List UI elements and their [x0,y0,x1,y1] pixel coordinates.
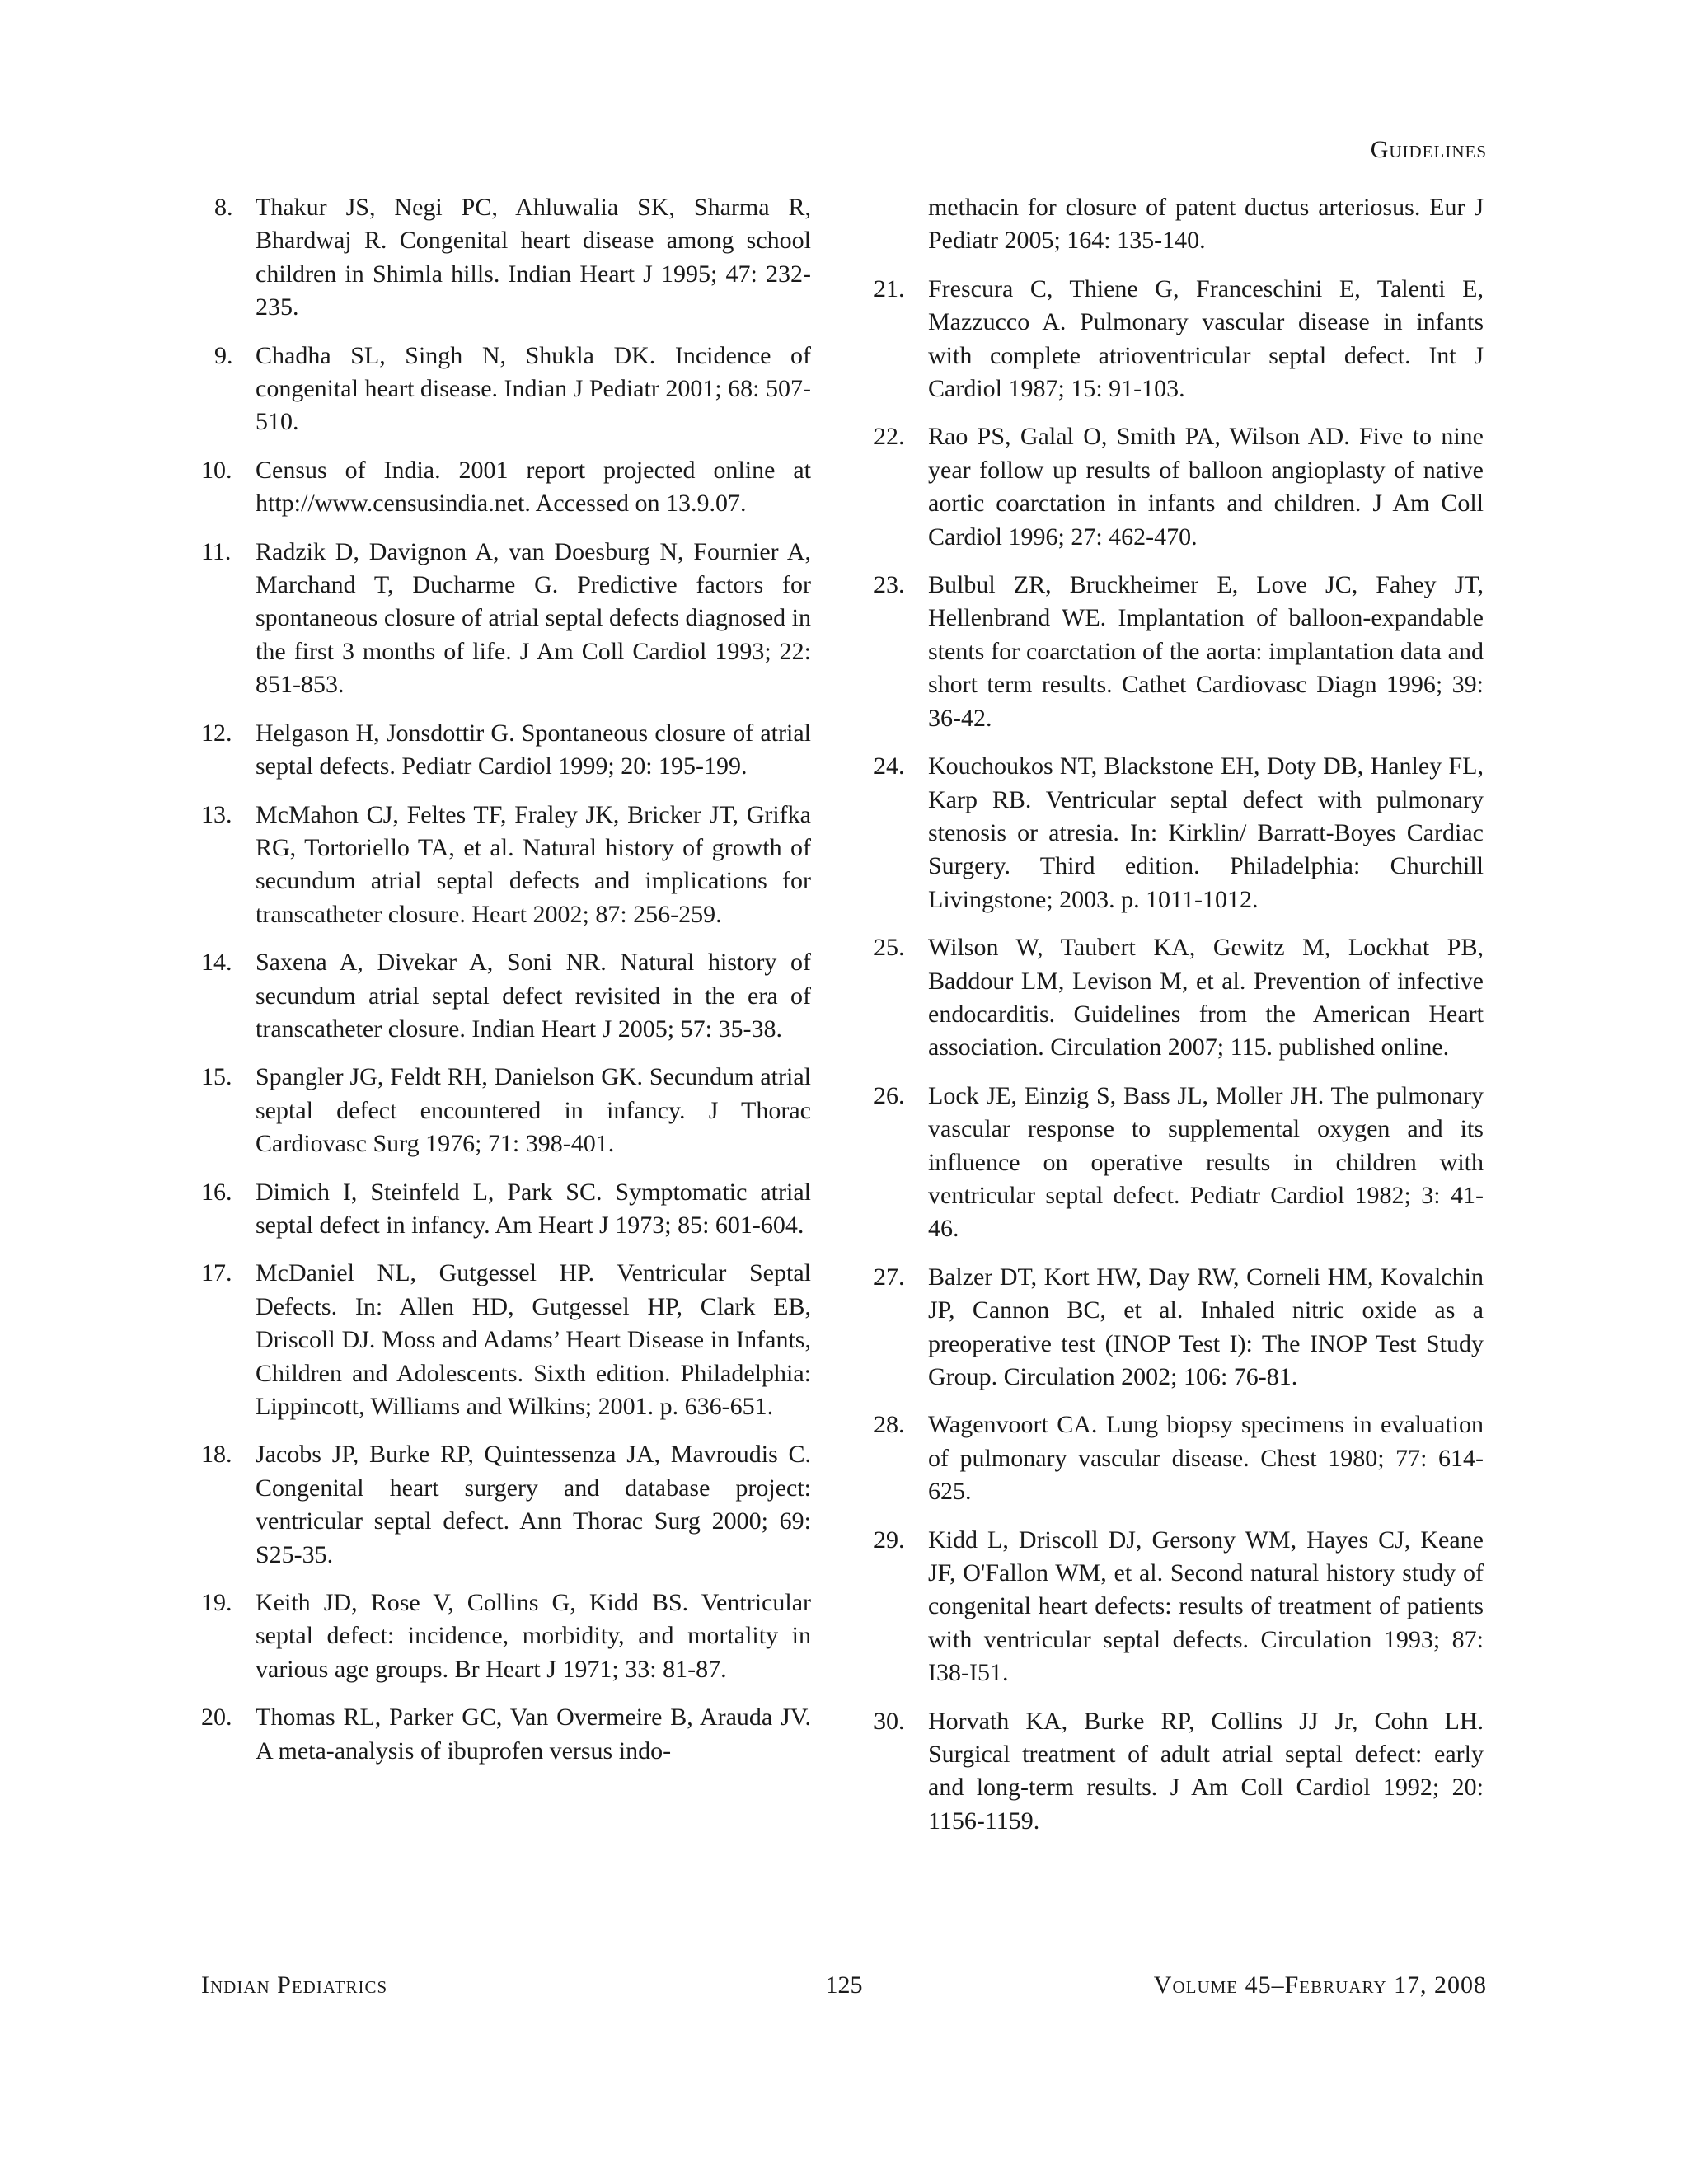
reference-number: 23. [874,571,905,599]
reference-item [201,340,811,439]
reference-item [201,1701,811,1768]
reference-item [874,569,1484,735]
reference-text: Jacobs JP, Burke RP, Quintessenza JA, Mavroudis C. Congenital heart surgery and database project: ventricular septal defect. Ann Thorac Surg 2000; 69: S25-35. [256,1441,811,1568]
reference-item [874,420,1484,554]
reference-item [874,750,1484,916]
reference-item [201,946,811,1046]
reference-item [874,1524,1484,1690]
page-number: 125 [825,1971,863,1999]
reference-number: 25. [874,934,905,962]
reference-text: Horvath KA, Burke RP, Collins JJ Jr, Cohn LH. Surgical treatment of adult atrial septal defect: early and long-term results. J Am Coll Cardiol 1992; 20: 1156-1159. [928,1707,1484,1835]
reference-item [874,1705,1484,1839]
reference-item [201,1438,811,1572]
running-header: Guidelines [1370,136,1487,163]
reference-item [874,1080,1484,1246]
reference-text: Chadha SL, Singh N, Shukla DK. Incidence of congenital heart disease. Indian J Pediatr 2001; 68: 507-510. [256,341,811,436]
reference-item [874,191,1484,258]
reference-item [874,931,1484,1065]
reference-number: 15. [201,1063,232,1091]
reference-number: 8. [214,194,233,221]
reference-text: McDaniel NL, Gutgessel HP. Ventricular Septal Defects. In: Allen HD, Gutgessel HP, Clark EB, Driscoll DJ. Moss and Adams’ Heart Disease in Infants, Children and Adolescents. Sixth edition. Philadelphia: Lippincott, Williams and Wilkins; 2001. p. 636-651. [256,1259,811,1420]
reference-text: Rao PS, Galal O, Smith PA, Wilson AD. Five to nine year follow up results of balloon angioplasty of native aortic coarctation in infants and children. J Am Coll Cardiol 1996; 27: 462-470. [928,423,1484,551]
reference-text: Census of India. 2001 report projected online at http://www.censusindia.net. Accessed on 13.9.07. [256,456,811,518]
reference-number: 26. [874,1081,905,1109]
reference-text: Wilson W, Taubert KA, Gewitz M, Lockhat PB, Baddour LM, Levison M, et al. Prevention of infective endocarditis. Guidelines from the American Heart association. Circulation 2007; 115. published online. [928,934,1484,1062]
reference-text: Kidd L, Driscoll DJ, Gersony WM, Hayes CJ, Keane JF, O'Fallon WM, et al. Second natural history study of congenital heart defects: results of treatment of patients with ventricular septal defects. Circulation 1993; 87: I38-I51. [928,1526,1484,1687]
reference-number: 29. [874,1526,905,1554]
reference-text: Spangler JG, Feldt RH, Danielson GK. Secundum atrial septal defect encountered in infancy. J Thorac Cardiovasc Surg 1976; 71: 398-401. [256,1063,811,1158]
reference-number: 17. [201,1259,232,1287]
reference-item [874,273,1484,406]
reference-number: 16. [201,1178,232,1206]
reference-number: 20. [201,1704,232,1732]
reference-text: Keith JD, Rose V, Collins G, Kidd BS. Ventricular septal defect: incidence, morbidity, and mortality in various age groups. Br Heart J 1971; 33: 81-87. [256,1589,811,1683]
reference-item [201,1257,811,1423]
reference-text: methacin for closure of patent ductus arteriosus. Eur J Pediatr 2005; 164: 135-140. [928,194,1484,255]
reference-item [201,1176,811,1243]
reference-number: 30. [874,1707,905,1735]
reference-number: 28. [874,1411,905,1439]
reference-number: 22. [874,423,905,451]
reference-number: 11. [201,537,232,565]
reference-text: Radzik D, Davignon A, van Doesburg N, Fournier A, Marchand T, Ducharme G. Predictive factors for spontaneous closure of atrial septal defects diagnosed in the first 3 months of life. J Am Coll Cardiol 1993; 22: 851-853. [256,537,811,699]
reference-number: 9. [214,341,233,369]
reference-text: Dimich I, Steinfeld L, Park SC. Symptomatic atrial septal defect in infancy. Am Heart J 1973; 85: 601-604. [256,1178,811,1239]
references-left-column [201,191,811,1783]
volume-date: Volume 45–February 17, 2008 [1153,1971,1487,1999]
reference-text: Thakur JS, Negi PC, Ahluwalia SK, Sharma R, Bhardwaj R. Congenital heart disease among school children in Shimla hills. Indian Heart J 1995; 47: 232-235. [256,194,811,321]
reference-text: Lock JE, Einzig S, Bass JL, Moller JH. The pulmonary vascular response to supplemental oxygen and its influence on operative results in children with ventricular septal defect. Pediatr Cardiol 1982; 3: 41-46. [928,1081,1484,1243]
reference-item [201,536,811,702]
reference-text: Thomas RL, Parker GC, Van Overmeire B, Arauda JV. A meta-analysis of ibuprofen versus indo- [256,1704,811,1765]
reference-item [201,191,811,325]
reference-number: 21. [874,274,905,302]
reference-number: 10. [201,456,232,484]
reference-text: Helgason H, Jonsdottir G. Spontaneous closure of atrial septal defects. Pediatr Cardiol 1999; 20: 195-199. [256,719,811,780]
reference-item [201,1586,811,1686]
reference-item [874,1408,1484,1508]
reference-text: McMahon CJ, Feltes TF, Fraley JK, Bricker JT, Grifka RG, Tortoriello TA, et al. Natural history of growth of secundum atrial septal defects and implications for transcatheter closure. Heart 2002; 87: 256-259. [256,800,811,928]
reference-text: Balzer DT, Kort HW, Day RW, Corneli HM, Kovalchin JP, Cannon BC, et al. Inhaled nitric oxide as a preoperative test (INOP Test I): The INOP Test Study Group. Circulation 2002; 106: 76-81. [928,1263,1484,1390]
reference-text: Kouchoukos NT, Blackstone EH, Doty DB, Hanley FL, Karp RB. Ventricular septal defect with pulmonary stenosis or atresia. In: Kirklin/ Barratt-Boyes Cardiac Surgery. Third edition. Philadelphia: Churchill Livingstone; 2003. p. 1011-1012. [928,752,1484,913]
reference-item [201,799,811,932]
reference-item [201,454,811,521]
references-right-column [874,191,1484,1853]
page-footer [201,1971,1487,2004]
reference-number: 13. [201,800,232,828]
reference-number: 18. [201,1441,232,1469]
reference-text: Wagenvoort CA. Lung biopsy specimens in evaluation of pulmonary vascular disease. Chest 1980; 77: 614-625. [928,1411,1484,1506]
reference-item [201,1061,811,1160]
reference-text: Frescura C, Thiene G, Franceschini E, Talenti E, Mazzucco A. Pulmonary vascular disease in infants with complete atrioventricular septal defect. Int J Cardiol 1987; 15: 91-103. [928,274,1484,403]
reference-number: 24. [874,752,905,780]
reference-text: Saxena A, Divekar A, Soni NR. Natural history of secundum atrial septal defect revisited in the era of transcatheter closure. Indian Heart J 2005; 57: 35-38. [256,949,811,1043]
journal-name: Indian Pediatrics [201,1971,388,1999]
reference-number: 12. [201,719,232,747]
reference-number: 27. [874,1263,905,1291]
reference-text: Bulbul ZR, Bruckheimer E, Love JC, Fahey JT, Hellenbrand WE. Implantation of balloon-expandable stents for coarctation of the aorta: implantation data and short term results. Cathet Cardiovasc Diagn 1996; 39: 36-42. [928,571,1484,732]
reference-number: 19. [201,1589,232,1617]
reference-item [201,717,811,784]
reference-item [874,1261,1484,1394]
reference-number: 14. [201,949,232,977]
